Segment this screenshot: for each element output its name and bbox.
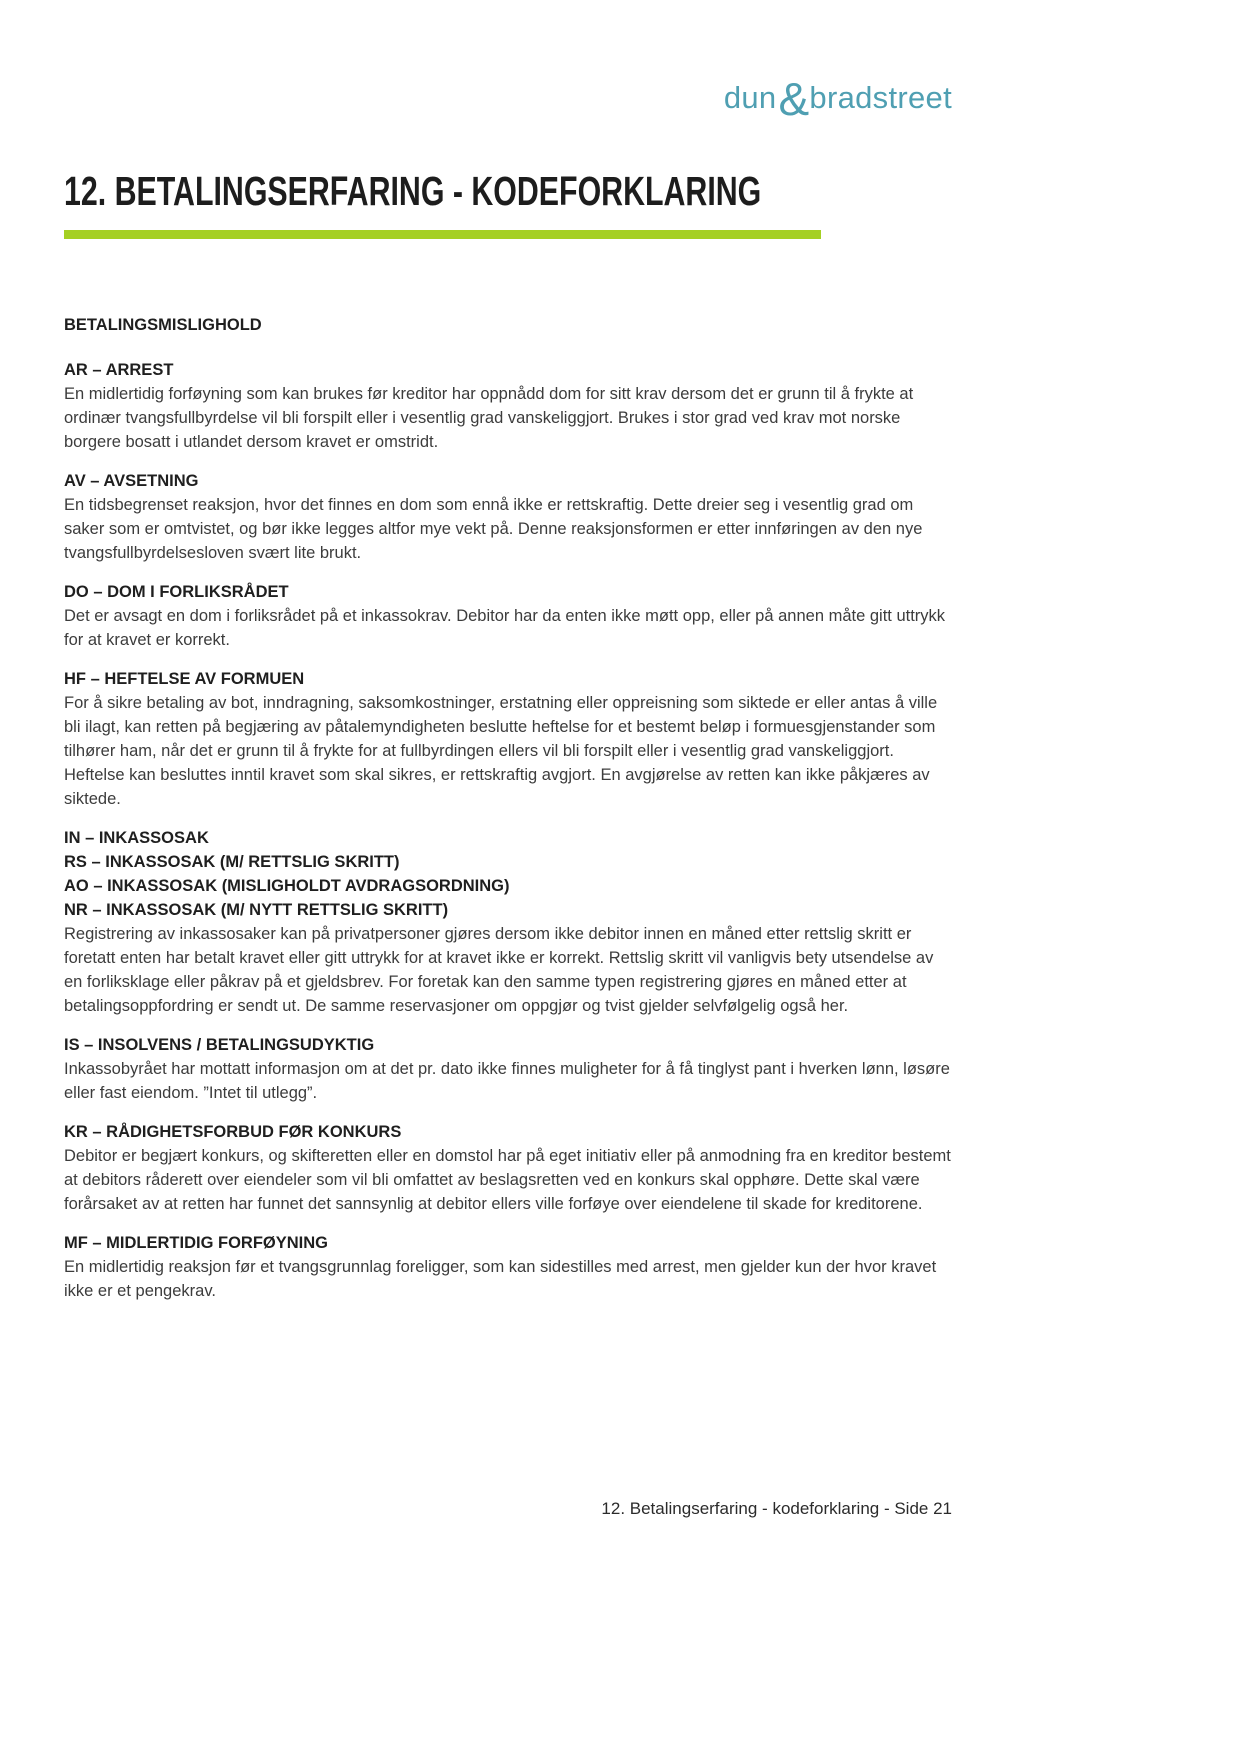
code-entry-do <box>64 580 954 652</box>
code-description: Debitor er begjært konkurs, og skifteretten eller en domstol har på eget initiativ eller på anmodning fra en kreditor bestemt at debitors råderett over eiendeler som vil bli omfattet av beslagsretten ved en konkurs skal opphøre. Dette skal være forårsaket av at retten har funnet det sannsynlig at debitor ellers ville forføye over eiendelene til skade for kreditorene. <box>64 1147 951 1213</box>
section-heading: BETALINGSMISLIGHOLD <box>64 316 262 334</box>
page-footer: 12. Betalingserfaring - kodeforklaring - Side 21 <box>601 1499 952 1518</box>
code-entry-ar <box>64 358 954 454</box>
code-entry-hf <box>64 667 954 811</box>
code-heading: KR – RÅDIGHETSFORBUD FØR KONKURS <box>64 1123 402 1141</box>
code-entry-kr <box>64 1120 954 1216</box>
code-entry-is <box>64 1033 954 1105</box>
code-heading: AR – ARREST <box>64 361 174 379</box>
code-heading: DO – DOM I FORLIKSRÅDET <box>64 583 289 601</box>
code-heading: RS – INKASSOSAK (M/ RETTSLIG SKRITT) <box>64 853 400 871</box>
code-description: Det er avsagt en dom i forliksrådet på et inkassokrav. Debitor har da enten ikke møtt opp, eller på annen måte gitt uttrykk for at kravet er korrekt. <box>64 607 946 649</box>
code-heading: IS – INSOLVENS / BETALINGSUDYKTIG <box>64 1036 375 1054</box>
code-description: Registrering av inkassosaker kan på privatpersoner gjøres dersom ikke debitor innen en måned etter rettslig skritt er foretatt enten har betalt kravet eller gitt uttrykk for at kravet ikke er korrekt. Rettslig skritt vil vanligvis bety utsendelse av en forliksklage eller påkrav på et gjeldsbrev. For foretak kan den samme typen registrering gjøres en måned etter at betalingsoppfordring er sendt ut. De samme reservasjoner om oppgjør og tvist gjelder selvfølgelig også her. <box>64 925 934 1015</box>
code-description: En midlertidig reaksjon før et tvangsgrunnlag foreligger, som kan sidestilles med arrest, men gjelder kun der hvor kravet ikke er et pengekrav. <box>64 1258 937 1300</box>
code-heading: AO – INKASSOSAK (MISLIGHOLDT AVDRAGSORDNING) <box>64 877 510 895</box>
code-heading: MF – MIDLERTIDIG FORFØYNING <box>64 1234 328 1252</box>
logo-text-bradstreet: bradstreet <box>809 80 952 115</box>
code-heading: NR – INKASSOSAK (M/ NYTT RETTSLIG SKRITT) <box>64 901 449 919</box>
code-description: For å sikre betaling av bot, inndragning, saksomkostninger, erstatning eller oppreisning som siktede er eller antas å ville bli ilagt, kan retten på begjæring av påtalemyndigheten beslutte heftelse for et bestemt beløp i formuesgjenstander som tilhører ham, når det er grunn til å frykte for at fullbyrdingen ellers vil bli forspilt eller i vesentlig grad vanskeliggjort. Heftelse kan besluttes inntil kravet som skal sikres, er rettskraftig avgjort. En avgjørelse av retten kan ikke påkjæres av siktede. <box>64 694 938 808</box>
logo-text-dun: dun <box>723 80 777 115</box>
code-entry-inkasso-group <box>64 826 954 1018</box>
code-description: En midlertidig forføyning som kan brukes før kreditor har oppnådd dom for sitt krav dersom det er grunn til å frykte at ordinær tvangsfullbyrdelse vil bli forspilt eller i vesentlig grad vanskeliggjort. Brukes i stor grad ved krav mot norske borgere bosatt i utlandet dersom kravet er omstridt. <box>64 385 914 451</box>
code-entry-mf <box>64 1231 954 1303</box>
title-accent-bar <box>64 230 821 239</box>
logo-ampersand-icon: & <box>778 73 810 125</box>
code-heading: HF – HEFTELSE AV FORMUEN <box>64 670 305 688</box>
dnb-logo <box>64 72 952 126</box>
page-title: 12. BETALINGSERFARING - KODEFORKLARING <box>64 168 762 214</box>
document-content <box>64 168 954 1318</box>
code-description: Inkassobyrået har mottatt informasjon om at det pr. dato ikke finnes muligheter for å få tinglyst pant i hverken lønn, løsøre eller fast eiendom. ”Intet til utlegg”. <box>64 1060 950 1102</box>
code-heading: IN – INKASSOSAK <box>64 829 209 847</box>
code-description: En tidsbegrenset reaksjon, hvor det finnes en dom som ennå ikke er rettskraftig. Dette dreier seg i vesentlig grad om saker som er omtvistet, og bør ikke legges altfor mye vekt på. Denne reaksjonsformen er etter innføringen av den nye tvangsfullbyrdelsesloven svært lite brukt. <box>64 496 923 562</box>
code-entry-av <box>64 469 954 565</box>
code-heading: AV – AVSETNING <box>64 472 199 490</box>
